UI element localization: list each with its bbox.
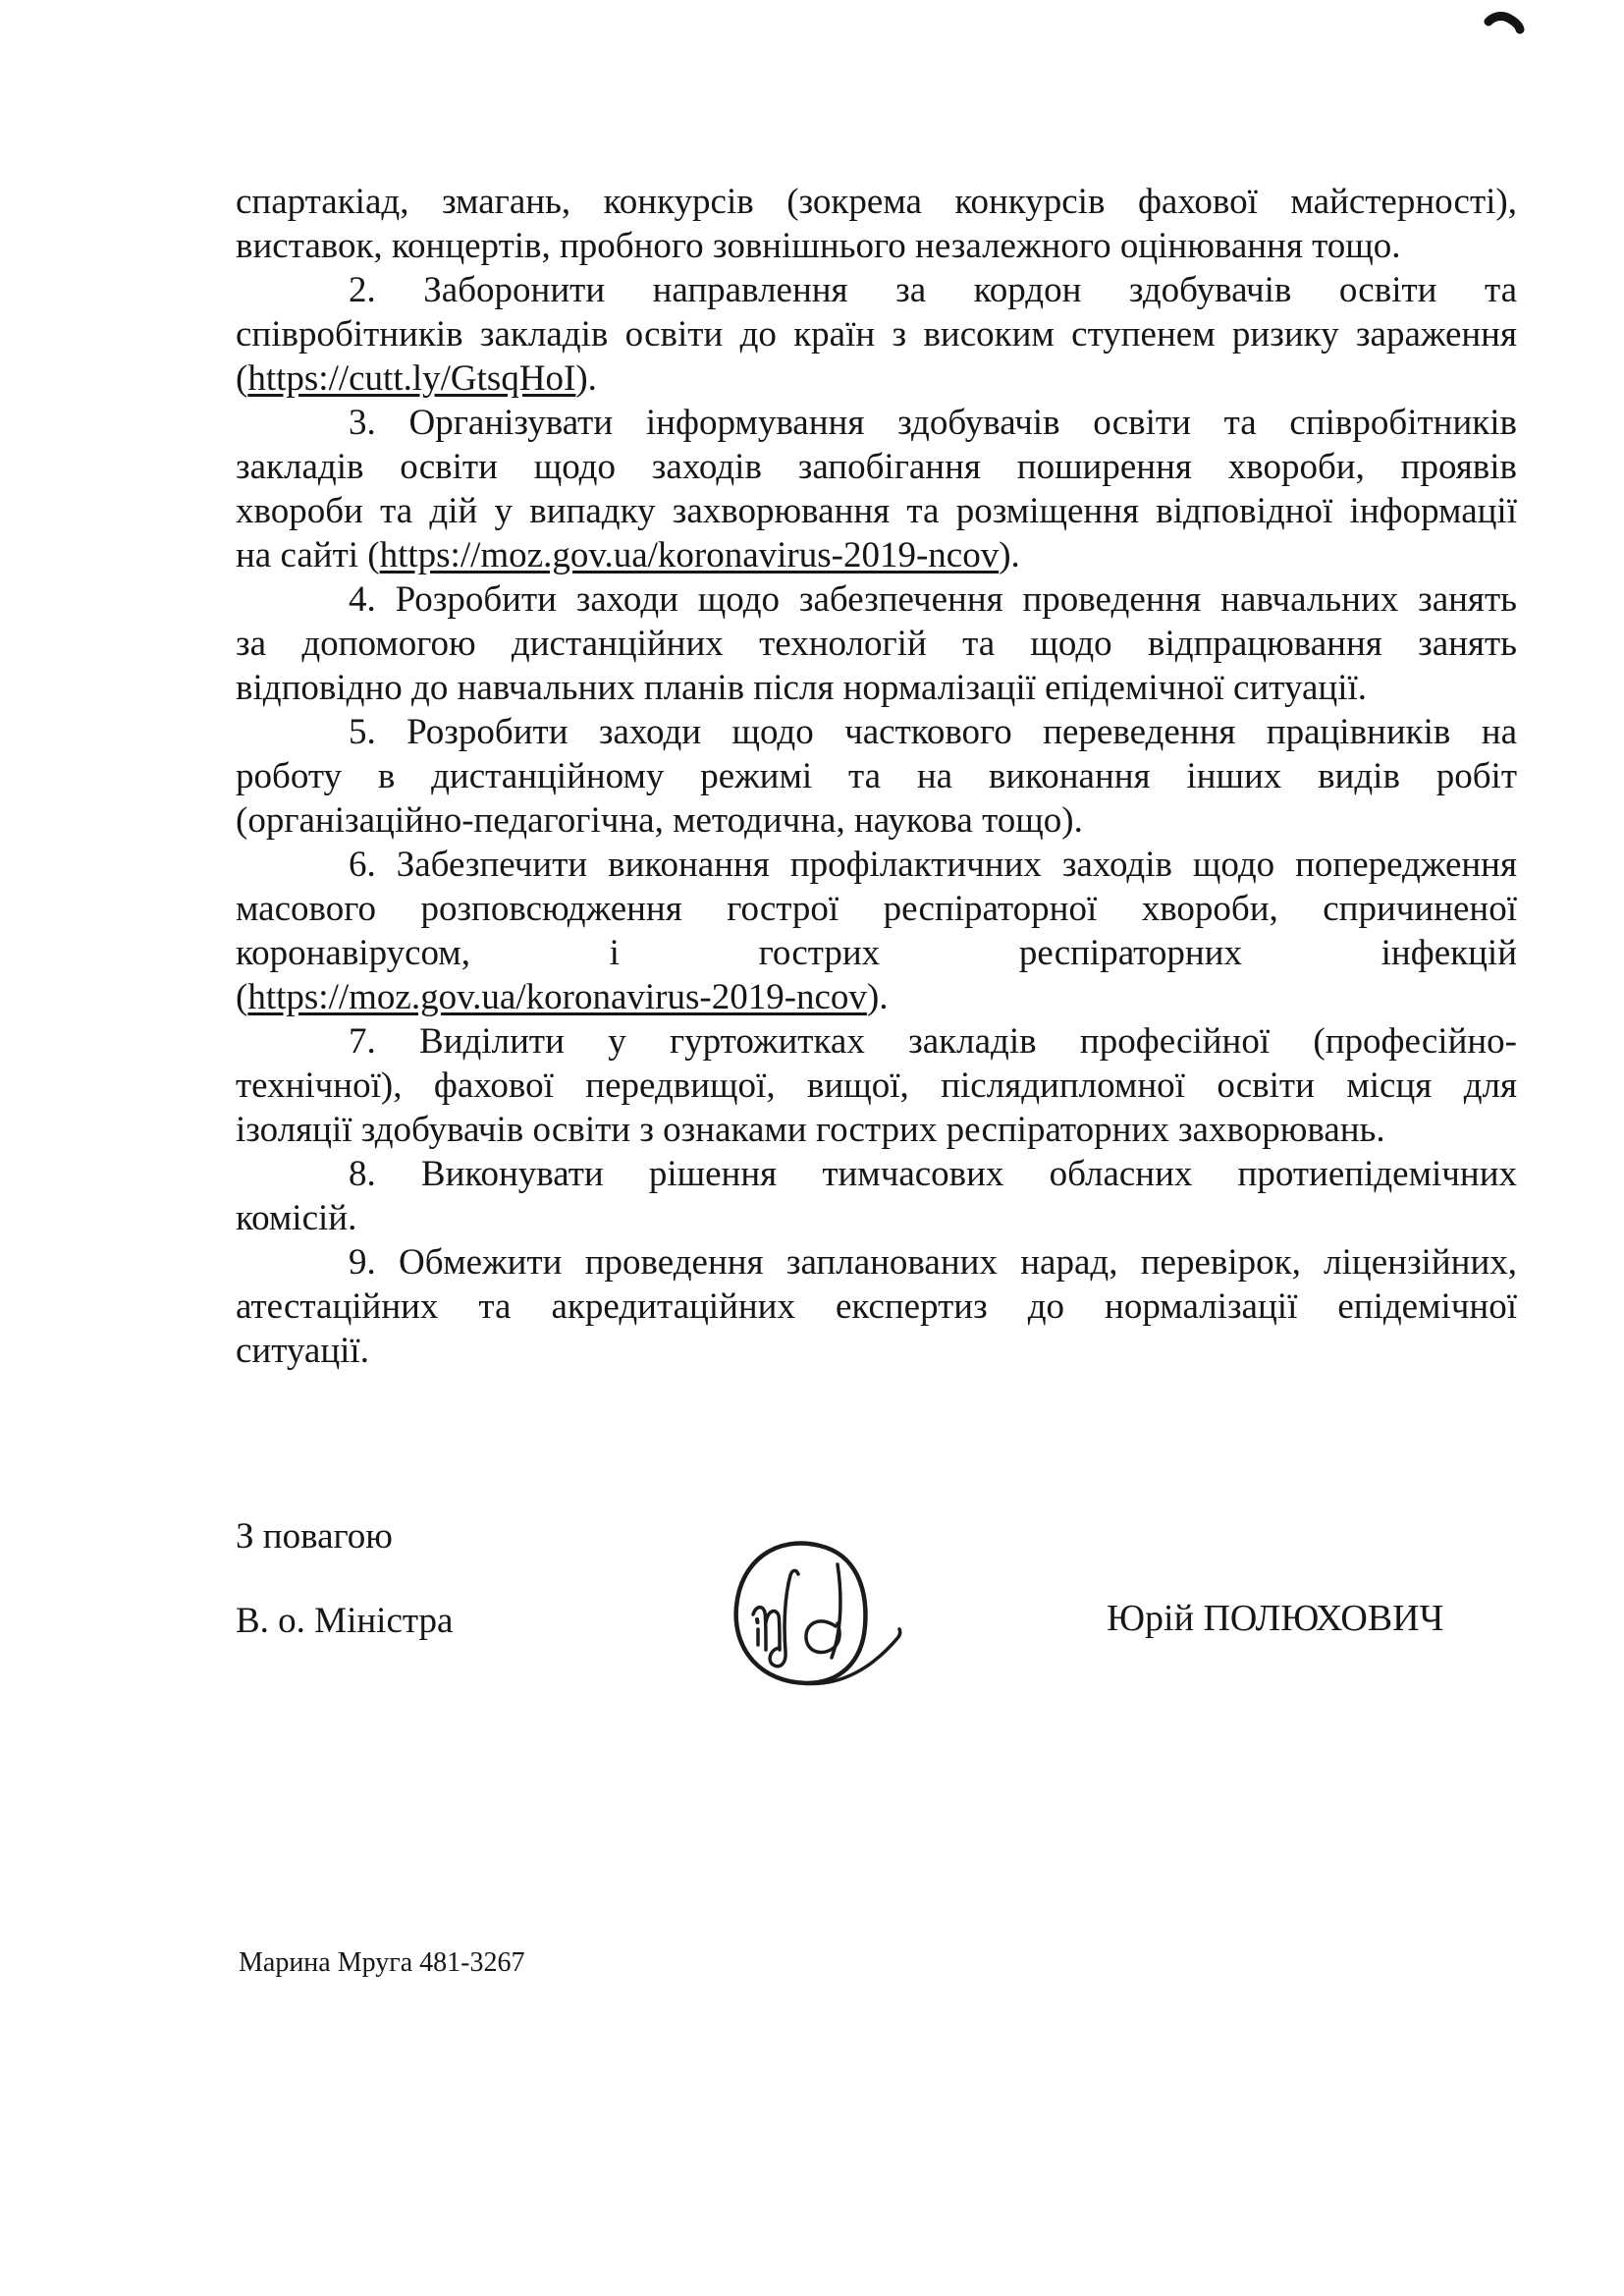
text-line bbox=[236, 445, 1517, 489]
ink-smudge-mark bbox=[1483, 12, 1526, 39]
text-line bbox=[236, 356, 1517, 401]
text-segment: комісій. bbox=[236, 1198, 357, 1238]
text-line bbox=[236, 224, 1517, 268]
text-line bbox=[236, 1152, 1517, 1196]
text-segment: 7. Виділити у гуртожитках закладів професійної (професійно- bbox=[349, 1021, 1517, 1062]
paragraph bbox=[236, 1240, 1517, 1373]
text-segment: ситуації. bbox=[236, 1331, 369, 1371]
paragraph bbox=[236, 180, 1517, 268]
text-line bbox=[236, 843, 1517, 887]
text-line bbox=[236, 533, 1517, 577]
text-segment: ( bbox=[236, 358, 248, 399]
text-segment: коронавірусом, і гострих респіраторних інфекцій bbox=[236, 933, 1517, 973]
text-segment: атестаційних та акредитаційних експертиз до нормалізації епідемічної bbox=[236, 1286, 1517, 1327]
text-line bbox=[236, 312, 1517, 356]
text-line bbox=[236, 798, 1517, 843]
letter-body bbox=[236, 180, 1517, 1373]
text-segment: 6. Забезпечити виконання профілактичних заходів щодо попередження bbox=[349, 845, 1517, 885]
text-segment: спартакіад, змагань, конкурсів (зокрема конкурсів фахової майстерності), bbox=[236, 182, 1517, 222]
closing-salutation: З повагою bbox=[236, 1516, 393, 1557]
text-line bbox=[236, 622, 1517, 666]
text-line bbox=[236, 1196, 1517, 1240]
text-line bbox=[236, 1329, 1517, 1373]
text-segment: ізоляції здобувачів освіти з ознаками гострих респіраторних захворювань. bbox=[236, 1110, 1385, 1150]
text-line bbox=[236, 975, 1517, 1019]
paragraph bbox=[236, 710, 1517, 843]
text-segment: хвороби та дій у випадку захворювання та розміщення відповідної інформації bbox=[236, 491, 1517, 531]
hyperlink[interactable]: https://moz.gov.ua/koronavirus-2019-ncov bbox=[379, 535, 1000, 575]
text-segment: 9. Обмежити проведення запланованих нарад, перевірок, ліцензійних, bbox=[349, 1242, 1517, 1283]
text-segment: технічної), фахової передвищої, вищої, післядипломної освіти місця для bbox=[236, 1066, 1517, 1106]
text-line bbox=[236, 401, 1517, 445]
signer-title: В. о. Міністра bbox=[236, 1601, 454, 1641]
text-segment: 8. Виконувати рішення тимчасових обласних протиепідемічних bbox=[349, 1154, 1517, 1194]
text-line bbox=[236, 180, 1517, 224]
text-segment: 2. Заборонити направлення за кордон здобувачів освіти та bbox=[349, 270, 1517, 310]
hyperlink[interactable]: https://cutt.ly/GtsqHoI bbox=[247, 358, 576, 399]
text-line bbox=[236, 710, 1517, 754]
text-segment: роботу в дистанційному режимі та на виконання інших видів робіт bbox=[236, 756, 1517, 796]
paragraph bbox=[236, 268, 1517, 401]
text-segment: ). bbox=[999, 535, 1020, 575]
text-segment: (організаційно-педагогічна, методична, наукова тощо). bbox=[236, 800, 1083, 841]
paragraph bbox=[236, 1152, 1517, 1240]
text-segment: за допомогою дистанційних технологій та щодо відпрацювання занять bbox=[236, 624, 1517, 664]
text-line bbox=[236, 1285, 1517, 1329]
text-segment: закладів освіти щодо заходів запобігання поширення хвороби, проявів bbox=[236, 447, 1517, 487]
paragraph bbox=[236, 843, 1517, 1019]
text-segment: на сайті ( bbox=[236, 535, 380, 575]
text-segment: 3. Організувати інформування здобувачів освіти та співробітників bbox=[349, 403, 1517, 443]
text-line bbox=[236, 1064, 1517, 1108]
text-line bbox=[236, 754, 1517, 798]
text-line bbox=[236, 489, 1517, 533]
text-line bbox=[236, 1019, 1517, 1064]
text-segment: ( bbox=[236, 977, 248, 1017]
text-line bbox=[236, 666, 1517, 710]
text-segment: масового розповсюдження гострої респіраторної хвороби, спричиненої bbox=[236, 889, 1517, 929]
text-segment: відповідно до навчальних планів після нормалізації епідемічної ситуації. bbox=[236, 668, 1368, 708]
text-segment: 4. Розробити заходи щодо забезпечення проведення навчальних занять bbox=[349, 579, 1517, 620]
executor-contact: Марина Мруга 481-3267 bbox=[239, 1947, 525, 1978]
text-line bbox=[236, 887, 1517, 931]
paragraph bbox=[236, 577, 1517, 710]
text-segment: 5. Розробити заходи щодо часткового переведення працівників на bbox=[349, 712, 1517, 752]
hyperlink[interactable]: https://moz.gov.ua/koronavirus-2019-ncov bbox=[247, 977, 867, 1017]
paragraph bbox=[236, 401, 1517, 577]
signer-name: Юрій ПОЛЮХОВИЧ bbox=[1107, 1598, 1444, 1639]
paragraph bbox=[236, 1019, 1517, 1152]
text-line bbox=[236, 931, 1517, 975]
text-line bbox=[236, 577, 1517, 622]
signature-scribble bbox=[709, 1518, 945, 1715]
text-line bbox=[236, 1240, 1517, 1285]
text-line bbox=[236, 1108, 1517, 1152]
text-segment: ). bbox=[866, 977, 889, 1017]
text-segment: співробітників закладів освіти до країн з високим ступенем ризику зараження bbox=[236, 314, 1517, 355]
text-segment: виставок, концертів, пробного зовнішнього незалежного оцінювання тощо. bbox=[236, 226, 1401, 266]
text-segment: ). bbox=[575, 358, 597, 399]
text-line bbox=[236, 268, 1517, 312]
